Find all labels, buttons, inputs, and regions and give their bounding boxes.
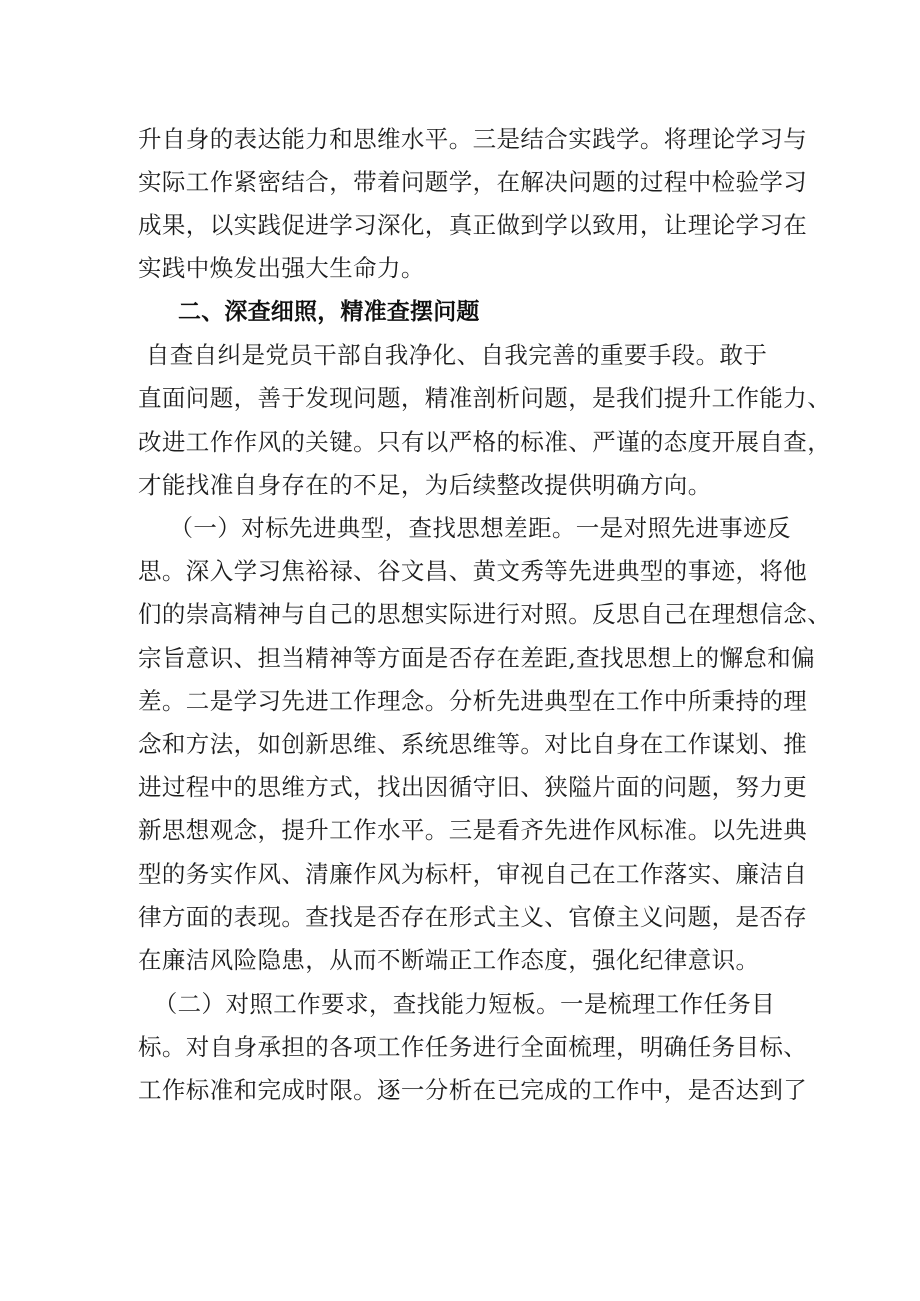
text-line: 实际工作紧密结合，带着问题学，在解决问题的过程中检验学习 [138, 168, 808, 196]
text-line: 才能找准自身存在的不足，为后续整改提供明确方向。 [138, 471, 712, 499]
text-line: 实践中焕发出强大生命力。 [138, 254, 425, 282]
text-line: 成果，以实践促进学习深化，真正做到学以致用，让理论学习在 [138, 211, 808, 239]
section-heading: 二、深查细照，精准查摆问题 [178, 299, 480, 325]
text-line: （二）对照工作要求，查找能力短板。一是梳理工作任务目 [138, 990, 776, 1018]
text-line: 差。二是学习先进工作理念。分析先进典型在工作中所秉持的理 [138, 687, 808, 715]
text-line: 念和方法，如创新思维、系统思维等。对比自身在工作谋划、推 [138, 730, 808, 758]
text-line: 升自身的表达能力和思维水平。三是结合实践学。将理论学习与 [138, 125, 808, 153]
text-line: 律方面的表现。查找是否存在形式主义、官僚主义问题，是否存 [138, 903, 808, 931]
text-line: 自查自纠是党员干部自我净化、自我完善的重要手段。敢于 [138, 341, 768, 369]
text-line: 进过程中的思维方式，找出因循守旧、狭隘片面的问题，努力更 [138, 773, 808, 801]
text-line: 在廉洁风险隐患，从而不断端正工作态度，强化纪律意识。 [138, 946, 760, 974]
text-line: 改进工作作风的关键。只有以严格的标准、严谨的态度开展自查， [138, 428, 832, 456]
text-line: （一）对标先进典型，查找思想差距。一是对照先进事迹反 [138, 514, 791, 542]
text-line: 宗旨意识、担当精神等方面是否存在差距,查找思想上的懈怠和偏 [138, 644, 816, 672]
text-line: 直面问题，善于发现问题，精准剖析问题，是我们提升工作能力、 [138, 384, 832, 412]
text-line: 新思想观念，提升工作水平。三是看齐先进作风标准。以先进典 [138, 816, 808, 844]
text-line: 工作标准和完成时限。逐一分析在已完成的工作中，是否达到了 [138, 1076, 808, 1104]
text-line: 们的崇高精神与自己的思想实际进行对照。反思自己在理想信念、 [138, 600, 832, 628]
text-line: 思。深入学习焦裕禄、谷文昌、黄文秀等先进典型的事迹，将他 [138, 557, 808, 585]
text-line: 标。对自身承担的各项工作任务进行全面梳理，明确任务目标、 [138, 1033, 808, 1061]
text-line: 型的务实作风、清廉作风为标杆，审视自己在工作落实、廉洁自 [138, 860, 808, 888]
